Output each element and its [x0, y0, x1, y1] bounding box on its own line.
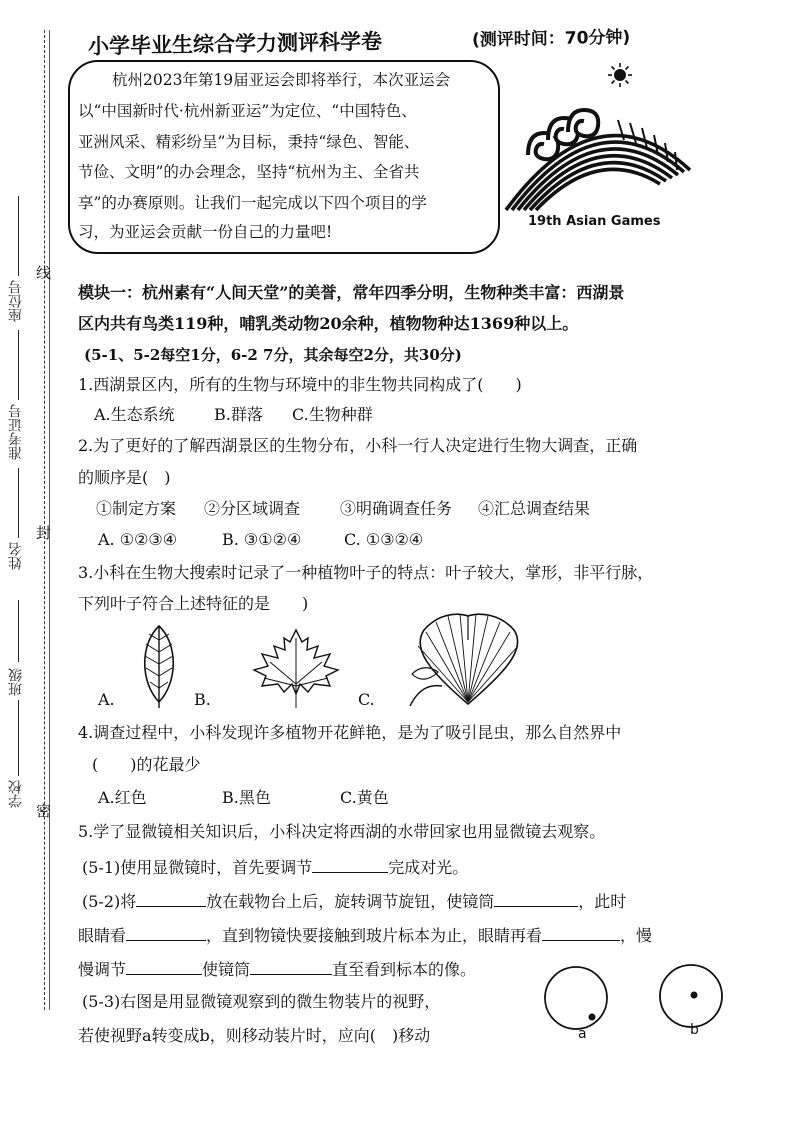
seat-label: 座位号: [8, 280, 24, 322]
q2-step-1: ①制定方案: [96, 499, 177, 518]
school-label: 学校: [8, 780, 24, 808]
name-blank[interactable]: [18, 468, 20, 538]
logo-caption: 19th Asian Games: [528, 214, 661, 229]
q5-2-blank-6[interactable]: [250, 958, 332, 975]
q5-2-text-h: 使镜筒: [202, 960, 251, 979]
line-mark: 线: [36, 264, 52, 282]
binding-line-inner: [49, 30, 50, 1010]
q5-stem: 5.学了显微镜相关知识后，小科决定将西湖的水带回家也用显微镜去观察。: [78, 822, 606, 841]
q5-2-blank-4[interactable]: [542, 924, 620, 941]
q5-1-line: [82, 856, 468, 878]
class-blank[interactable]: [18, 600, 20, 662]
q5-2-blank-2[interactable]: [494, 890, 578, 907]
q4-stem-1: 4.调查过程中，小科发现许多植物开花鲜艳，是为了吸引昆虫，那么自然界中: [78, 723, 622, 742]
seal-mark: 封: [36, 524, 52, 542]
leaf-c-icon: [408, 610, 530, 708]
q5-2-text-d: 眼睛看: [78, 926, 127, 945]
q2-step-2: ②分区域调查: [204, 499, 301, 518]
q5-2-line-3: [78, 958, 476, 980]
intro-line-4: 节俭、文明”的办会理念，坚持“杭州为主、全省共: [78, 163, 420, 181]
q5-2-text-f: ，慢: [620, 926, 653, 945]
q1-stem: 1.西湖景区内，所有的生物与环境中的非生物共同构成了( ): [78, 375, 522, 394]
intro-line-3: 亚洲风采、精彩纷呈”为目标，秉持“绿色、智能、: [78, 133, 420, 151]
q5-2-text-a: (5-2)将: [82, 892, 137, 911]
q3-label-a[interactable]: A.: [98, 690, 115, 709]
q3-label-b[interactable]: B.: [194, 690, 211, 709]
q2-option-a[interactable]: A. ①②③④: [98, 530, 178, 549]
field-a-label: a: [578, 1026, 587, 1042]
q5-2-text-c: ，此时: [578, 892, 627, 911]
field-a: [545, 967, 607, 1029]
q5-3-line-2: 若使视野a转变成b，则移动装片时，应向( )移动: [78, 1026, 431, 1045]
module1-heading-1: 模块一：杭州素有“人间天堂”的美誉，常年四季分明，生物种类丰富：西湖景: [78, 283, 625, 302]
leaf-b-icon: [250, 628, 342, 710]
q5-1-blank[interactable]: [312, 856, 388, 873]
q2-option-b[interactable]: B. ③①②④: [222, 530, 302, 549]
name-label: 姓名: [8, 542, 24, 570]
q4-option-c[interactable]: C.黄色: [340, 788, 389, 807]
seat-blank[interactable]: [18, 196, 20, 276]
q5-2-text-g: 慢调节: [78, 960, 127, 979]
module1-heading-2: 区内共有鸟类119种，哺乳类动物20余种，植物物种达1369种以上。: [78, 314, 579, 333]
leaf-a-icon: [134, 622, 184, 710]
school-blank[interactable]: [18, 700, 20, 776]
q2-step-3: ③明确调查任务: [340, 499, 453, 518]
q5-3-line-1: (5-3)右图是用显微镜观察到的微生物装片的视野，: [82, 992, 441, 1011]
q3-stem-2: 下列叶子符合上述特征的是 ): [78, 594, 309, 613]
class-label: 班级: [8, 668, 24, 696]
q2-step-4: ④汇总调查结果: [478, 499, 591, 518]
field-b-label: b: [690, 1022, 699, 1038]
q1-option-c[interactable]: C.生物种群: [292, 405, 373, 424]
time-note: (测评时间：70分钟): [471, 27, 631, 51]
q5-2-line-1: [82, 890, 626, 912]
intro-line-1: 杭州2023年第19届亚运会即将举行，本次亚运会: [112, 71, 451, 89]
q1-option-a[interactable]: A.生态系统: [94, 405, 175, 424]
q5-2-blank-5[interactable]: [126, 958, 202, 975]
q3-stem-1: 3.小科在生物大搜索时记录了一种植物叶子的特点：叶子较大，掌形，非平行脉，: [78, 563, 654, 582]
intro-line-5: 享”的办赛原则。让我们一起完成以下四个项目的学: [78, 194, 427, 212]
q5-2-text-i: 直至看到标本的像。: [332, 960, 477, 979]
exam-no-blank[interactable]: [18, 330, 20, 400]
q5-2-text-b: 放在载物台上后，旋转调节旋钮，使镜筒: [206, 892, 495, 911]
q2-stem-1: 2.为了更好的了解西湖景区的生物分布，小科一行人决定进行生物大调查，正确: [78, 436, 638, 455]
q3-label-c[interactable]: C.: [358, 690, 375, 709]
intro-line-2: 以“中国新时代·杭州新亚运”为定位、“中国特色、: [78, 102, 417, 120]
q5-1-text-a: (5-1)使用显微镜时，首先要调节: [82, 858, 313, 877]
sun-icon: [608, 63, 632, 87]
field-b: [660, 965, 722, 1027]
exam-no-label: 准考证号: [8, 404, 24, 460]
intro-line-6: 习，为亚运会贡献一份自己的力量吧!: [78, 223, 333, 241]
secret-mark: 密: [36, 802, 52, 820]
q4-option-b[interactable]: B.黑色: [222, 788, 271, 807]
q5-2-text-e: ，直到物镜快要接触到玻片标本为止，眼睛再看: [206, 926, 543, 945]
q2-option-c[interactable]: C. ①③②④: [344, 530, 424, 549]
q4-stem-2: ( )的花最少: [92, 755, 201, 774]
q1-option-b[interactable]: B.群落: [214, 405, 263, 424]
microscope-fields: [536, 958, 736, 1048]
q4-option-a[interactable]: A.红色: [98, 788, 147, 807]
asian-games-logo: [498, 60, 708, 230]
q5-2-blank-3[interactable]: [126, 924, 206, 941]
q2-stem-2: 的顺序是( ): [78, 468, 171, 487]
q5-2-blank-1[interactable]: [136, 890, 206, 907]
q5-1-text-b: 完成对光。: [388, 858, 469, 877]
page-title: 小学毕业生综合学力测评科学卷: [87, 29, 383, 59]
module1-scoring: (5-1、5-2每空1分，6-2 7分，其余每空2分，共30分): [84, 346, 462, 364]
binding-line: [44, 30, 45, 1010]
q5-2-line-2: [78, 924, 652, 946]
